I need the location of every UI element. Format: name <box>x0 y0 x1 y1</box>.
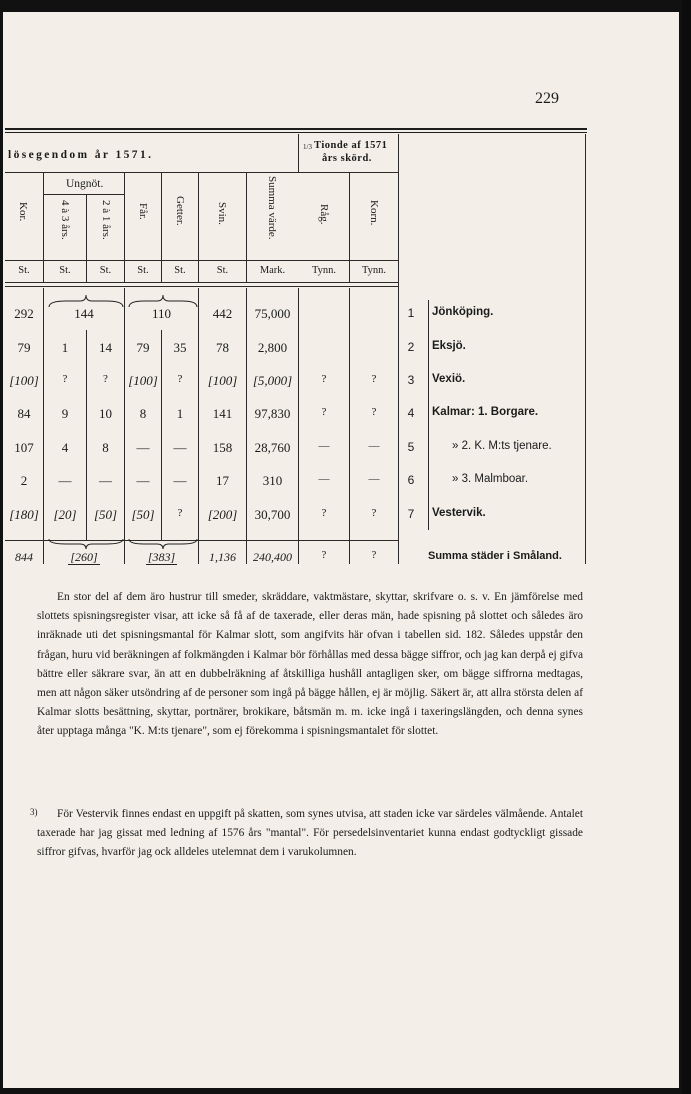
table-cell-kor: 292 <box>14 306 34 321</box>
table-title-left: lösegendom år 1571. <box>8 149 154 161</box>
town-label: Jönköping. <box>432 306 494 318</box>
table-cell-summa: [5,000] <box>252 373 293 388</box>
col-header-far: Får. <box>137 203 149 220</box>
table-cell-getter: ? <box>177 507 183 519</box>
page-edge-shadow <box>682 0 691 1094</box>
col-header-kor: Kor. <box>17 202 29 222</box>
row-number: 4 <box>407 406 415 420</box>
table-cell-svin: 78 <box>216 340 229 355</box>
col-header-korn: Korn. <box>368 200 380 226</box>
row-number: 2 <box>407 340 415 354</box>
table-cell-far: 8 <box>139 406 147 421</box>
table-cell-young2: 14 <box>99 340 112 355</box>
table-cell-svin: [100] <box>207 373 238 388</box>
total-summa: 240,400 <box>253 550 292 564</box>
top-rule-thick <box>5 128 587 130</box>
total-svin: 1,136 <box>209 550 236 564</box>
table-cell-rag: ? <box>321 373 327 385</box>
table-cell-young2: — <box>99 473 112 488</box>
table-cell-summa: 310 <box>262 473 283 488</box>
row-number: 3 <box>407 373 415 387</box>
table-cell-korn: ? <box>371 507 377 519</box>
table-cell-korn: ? <box>371 406 377 418</box>
table-cell-young: ? <box>62 373 68 385</box>
grid-line <box>44 194 124 195</box>
total-kor: 844 <box>15 550 33 564</box>
paragraph-2 <box>37 805 583 863</box>
total-far <box>125 551 198 563</box>
unit-cell: Mark. <box>259 265 286 276</box>
col-header-2-1-ars: 2 à 1 års. <box>100 200 112 240</box>
table-cell-korn: — <box>368 440 380 452</box>
brace-total-young <box>48 538 124 550</box>
footnote-marker: 3) <box>30 807 38 817</box>
ungnot-label: Ungnöt. <box>66 178 104 190</box>
table-cell-getter: 35 <box>173 340 187 355</box>
paragraph-2-text: För Vestervik finnes endast en uppgift på skatten, som synes utvisa, att staden icke var särdeles välmående. Antalet taxerade har jag gissat med ledning af 1576 års "mantal". För persedelsinventariet kunna endast godtyckligt gissade siffror gifvas, hvarför jag ock alldeles utelemnat dem i varukolumnen. <box>37 808 583 859</box>
table-cell-young: 1 <box>61 340 69 355</box>
unit-cell: St. <box>18 265 30 276</box>
total-korn: ? <box>371 550 377 561</box>
table-cell-svin: [200] <box>207 507 238 522</box>
table-cell-rag: ? <box>321 406 327 418</box>
table-cell-young: 4 <box>61 440 69 455</box>
unit-cell: St. <box>174 265 186 276</box>
table-cell-getter: 1 <box>176 406 184 421</box>
table-cell-korn: ? <box>371 373 377 385</box>
table-cell-kor: [180] <box>9 507 39 522</box>
paragraph-1 <box>37 588 583 742</box>
col-header-getter: Getter. <box>174 196 186 226</box>
grid-line <box>124 288 125 564</box>
grid-line <box>198 288 199 564</box>
col-header-summa: Summa värde. <box>266 176 278 240</box>
table-cell-summa: 30,700 <box>254 507 291 522</box>
town-label: Eksjö. <box>432 340 466 352</box>
unit-cell: Tynn. <box>361 265 387 276</box>
table-cell-summa: 97,830 <box>254 406 291 421</box>
grid-line <box>5 260 399 261</box>
table-cell-getter: — <box>173 473 187 488</box>
table-cell-kor: 107 <box>14 440 34 455</box>
grid-line <box>398 134 399 564</box>
grid-line <box>298 134 299 172</box>
town-label: Vestervik. <box>432 507 486 519</box>
table-cell-young2: ? <box>103 373 108 385</box>
total-label: Summa städer i Småland. <box>428 550 562 562</box>
table-cell-korn: — <box>368 473 380 485</box>
table-cell-summa: 75,000 <box>254 306 291 321</box>
town-label: » 3. Malmboar. <box>452 473 529 485</box>
table-cell-far: [100] <box>128 373 158 388</box>
grid-line <box>428 300 429 530</box>
unit-cell: St. <box>59 265 71 276</box>
grid-line <box>585 134 586 564</box>
brace-total-far <box>128 538 198 550</box>
table-cell-far: — <box>136 473 150 488</box>
grid-line <box>298 288 299 564</box>
table-cell-kor: 2 <box>20 473 28 488</box>
table-cell-far: [50] <box>131 507 155 522</box>
table-cell-young2: 10 <box>99 406 112 421</box>
row-number: 7 <box>407 507 415 521</box>
table-cell-getter: ? <box>177 373 183 385</box>
grid-line <box>5 282 399 283</box>
total-young <box>44 551 124 563</box>
table-cell-svin: 158 <box>212 440 233 455</box>
unit-cell: St. <box>137 265 149 276</box>
total-young-value: [260] <box>70 550 98 564</box>
grid-line <box>349 288 350 564</box>
book-page <box>3 12 679 1088</box>
table-cell-far: — <box>136 440 150 455</box>
table-title-right-1: Tionde af 1571 <box>314 140 388 151</box>
table-cell-summa: 28,760 <box>254 440 291 455</box>
col-header-svin: Svin. <box>216 202 228 225</box>
town-label: Vexiö. <box>432 373 466 385</box>
town-label: » 2. K. M:ts tjenare. <box>452 440 552 452</box>
unit-cell: St. <box>216 265 229 276</box>
top-rule-thin <box>5 132 587 133</box>
unit-cell: St. <box>99 265 112 276</box>
grid-line <box>246 288 247 564</box>
page-number: 229 <box>535 90 559 107</box>
table-cell-svin: 141 <box>212 406 233 421</box>
table-cell-rag: ? <box>321 507 327 519</box>
unit-cell: Tynn. <box>311 265 337 276</box>
table-cell-young: — <box>58 473 72 488</box>
table-cell-kor: [100] <box>9 373 39 388</box>
table-cell-rag: — <box>318 440 330 452</box>
table-cell-young2: 8 <box>102 440 109 455</box>
table-cell-getter: — <box>173 440 187 455</box>
table-title-right-2: års skörd. <box>322 153 372 164</box>
town-label: Kalmar: 1. Borgare. <box>432 406 539 418</box>
total-rag: ? <box>321 550 327 561</box>
grid-line <box>5 172 399 173</box>
paragraph-1-text: En stor del af dem äro hustrur till smeder, skräddare, vaktmästare, skyttar, skrifvare o. s. v. En jämförelse med slottets spisningsregister visar, att icke så få af de taxerade, eller deras män, hade spisning på slottet och således äro inräknade uti det spisningsmantal för Kalmar slott, som angifvits här ofvan i tabellen sid. 182. Således uppstår den frågan, huru vid beräkningen af folkmängden i Kalmar bör förhållas med dessa bägge siffror, och jag kan derpå ej gifva bättre eller säkrare svar, än att en dubbelräkning af åtskilliga hushåll antagligen sker, om bägge siffrorna medtagas, men att någon säker utsöndring af de personer som ingå på bägge hållen, ej är möjlig. Säkert är, att allra största delen af Kalmar slotts besättning, skyttar, portnärer, brokikare, båtsmän m. m. icke ingå i taxeringslängden, och denna synes åter upptaga många "K. M:ts tjenare", som ej förekomma i spisningsmantalet för slottet. <box>37 591 583 738</box>
table-cell-young: 9 <box>61 406 69 421</box>
row-number: 6 <box>407 473 415 487</box>
table-cell-kor: 84 <box>17 406 31 421</box>
table-cell-rag: — <box>318 473 330 485</box>
col-header-4-3-ars: 4 à 3 års. <box>59 200 71 240</box>
grid-line <box>43 288 44 564</box>
grid-line <box>5 286 399 287</box>
table-cell-young: [20] <box>53 507 77 522</box>
total-far-value: [383] <box>147 550 176 564</box>
table-cell-svin: 442 <box>212 306 233 321</box>
row-number: 5 <box>407 440 415 454</box>
table-cell-young: 144 <box>74 306 94 321</box>
table-cell-young2: [50] <box>93 507 118 522</box>
title-fraction: 1/3 <box>303 143 312 151</box>
table-cell-far: 110 <box>151 306 172 321</box>
row-number: 1 <box>407 306 415 320</box>
table-cell-svin: 17 <box>216 473 229 488</box>
col-header-rag: Råg. <box>318 204 330 225</box>
table-cell-summa: 2,800 <box>257 340 288 355</box>
table-cell-far: 79 <box>136 340 150 355</box>
table-cell-kor: 79 <box>17 340 31 355</box>
